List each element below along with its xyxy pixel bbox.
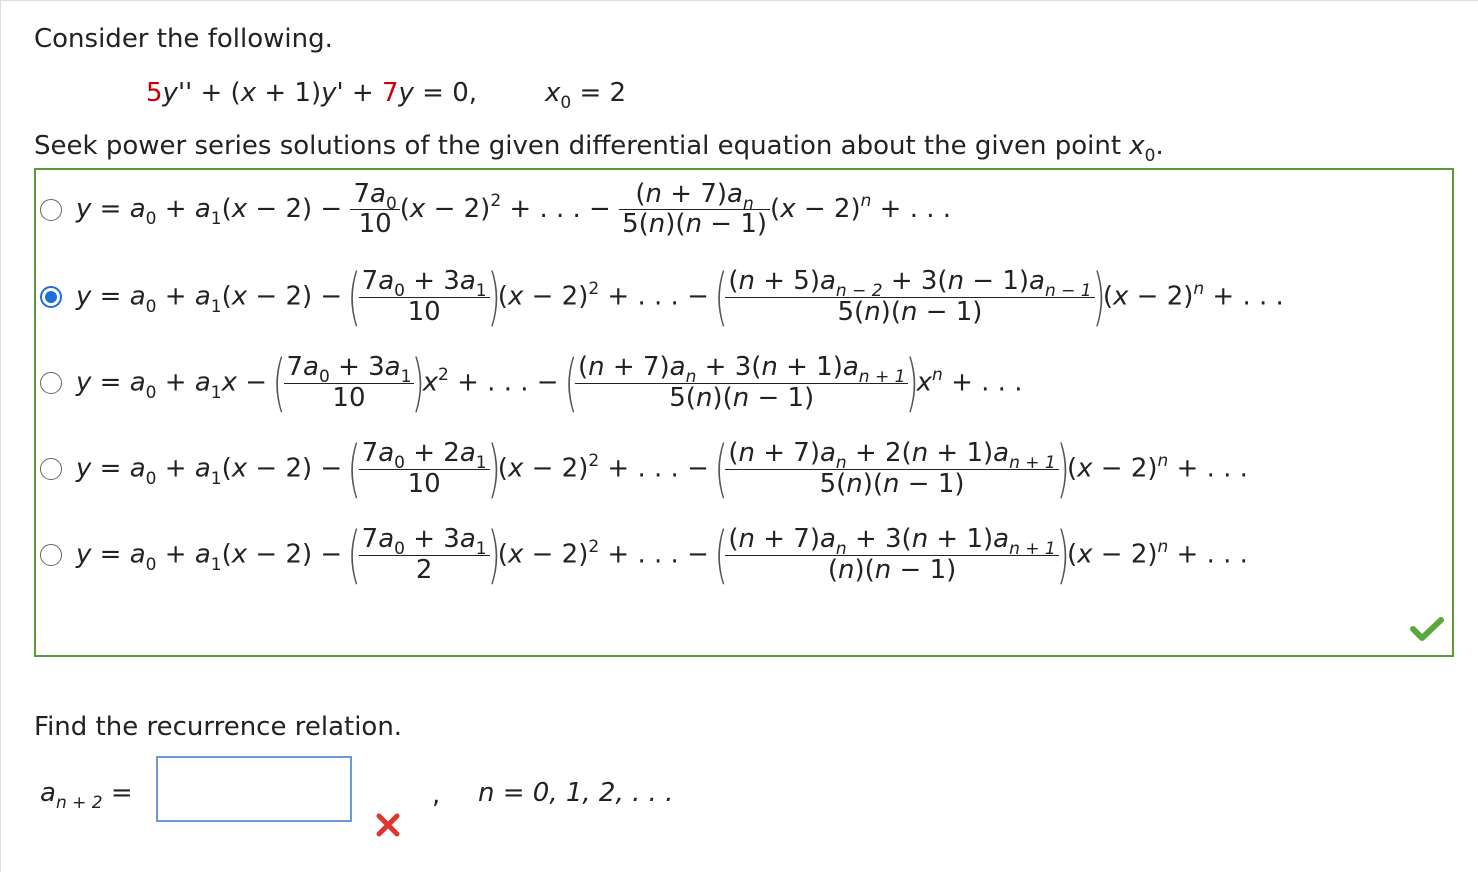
recurrence-answer-input[interactable] — [156, 756, 352, 822]
recurrence-prompt: Find the recurrence relation. — [34, 712, 403, 742]
differential-equation: 5y'' + (x + 1)y' + 7y = 0, — [146, 78, 478, 108]
radio-option-4[interactable] — [40, 458, 62, 480]
option-4[interactable] — [40, 432, 1248, 505]
radio-option-5[interactable] — [40, 544, 62, 566]
option-3[interactable] — [40, 346, 1023, 419]
checkmark-icon — [1410, 616, 1444, 642]
option-3-formula: $y = a_0 + a_1x$ − ( $\frac{7a_0 + 3a_1}{10}$ )$x^2$ + . . . − ( $\frac{(n + 7)a_n + 3(n + 1)a_{n + 1}}{5(n)(n - 1)}$ )$x^n$ + . . . — [76, 346, 1023, 419]
option-1[interactable] — [40, 180, 951, 239]
question-text: Seek power series solutions of the given differential equation about the given point $x_0$. — [34, 131, 1164, 166]
option-1-formula: $y = a_0 + a_1(x - 2)$ − $\frac{7a_0}{10}$ $(x - 2)^2$ + . . . − $\frac{(n + 7)a_n}{5(n)(n - 1)}$ $(x - 2)^n$ + . . . — [76, 179, 952, 240]
recurrence-range: n = 0, 1, 2, . . . — [478, 778, 674, 808]
option-5[interactable] — [40, 518, 1248, 591]
recurrence-comma: , — [432, 780, 441, 810]
radio-option-3[interactable] — [40, 372, 62, 394]
option-4-formula: $y = a_0 + a_1(x - 2)$ − ( $\frac{7a_0 + 2a_1}{10}$ )$(x - 2)^2$ + . . . − ( $\frac{(n + 7)a_n + 2(n + 1)a_{n + 1}}{5(n)(n - 1)}$ )$(x - 2)^n$ + . . . — [76, 432, 1248, 505]
recurrence-lhs: $a_{n + 2}$ = — [40, 778, 133, 813]
radio-option-1[interactable] — [40, 199, 62, 221]
problem-title: Consider the following. — [34, 24, 333, 54]
option-2[interactable] — [40, 260, 1284, 333]
radio-option-2-selected[interactable] — [40, 286, 62, 308]
initial-point: $x_0 = 2$ — [545, 78, 627, 113]
cross-icon — [375, 812, 401, 838]
option-2-formula: $y = a_0 + a_1(x - 2)$ − ( $\frac{7a_0 + 3a_1}{10}$ )$(x - 2)^2$ + . . . − ( $\frac{(n + 5)a_{n - 2} + 3(n - 1)a_{n - 1}}{5(n)(n - 1)}$ )$(x - 2)^n$ + . . . — [76, 260, 1284, 333]
option-5-formula: $y = a_0 + a_1(x - 2)$ − ( $\frac{7a_0 + 3a_1}{2}$ )$(x - 2)^2$ + . . . − ( $\frac{(n + 7)a_n + 3(n + 1)a_{n + 1}}{(n)(n - 1)}$ )$(x - 2)^n$ + . . . — [76, 518, 1248, 591]
